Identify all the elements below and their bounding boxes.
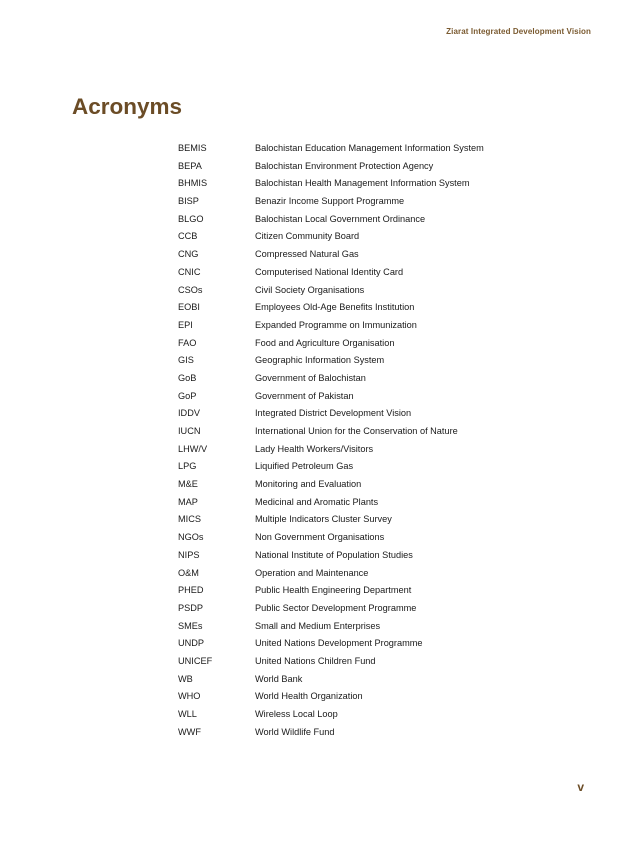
acronym-row bbox=[178, 635, 578, 653]
acronym-definition: Lady Health Workers/Visitors bbox=[255, 443, 374, 454]
acronym-abbreviation: FAO bbox=[178, 337, 197, 348]
acronym-abbreviation: MICS bbox=[178, 514, 201, 525]
acronym-abbreviation: M&E bbox=[178, 479, 198, 490]
acronym-definition: World Bank bbox=[255, 673, 303, 684]
acronym-abbreviation: IUCN bbox=[178, 426, 201, 436]
acronym-row bbox=[178, 388, 578, 406]
acronym-definition: Civil Society Organisations bbox=[255, 284, 365, 295]
acronym-row bbox=[178, 441, 578, 459]
acronym-row bbox=[178, 246, 578, 264]
acronym-definition: Employees Old-Age Benefits Institution bbox=[255, 302, 415, 313]
acronym-row bbox=[178, 335, 578, 353]
acronym-abbreviation: GoB bbox=[178, 372, 197, 383]
acronym-abbreviation: SMEs bbox=[178, 620, 203, 631]
acronym-abbreviation: UNICEF bbox=[178, 655, 213, 666]
acronym-definition: World Health Organization bbox=[255, 691, 363, 702]
acronym-definition: United Nations Development Programme bbox=[255, 638, 423, 649]
acronym-definition: Liquified Petroleum Gas bbox=[255, 461, 354, 472]
acronym-abbreviation: NGOs bbox=[178, 532, 204, 543]
acronym-definition: Non Government Organisations bbox=[255, 532, 385, 543]
acronym-row bbox=[178, 317, 578, 335]
acronym-row bbox=[178, 458, 578, 476]
acronym-definition: Balochistan Local Government Ordinance bbox=[255, 213, 426, 224]
acronym-row bbox=[178, 671, 578, 689]
acronym-row bbox=[178, 706, 578, 724]
acronym-abbreviation: CNIC bbox=[178, 266, 201, 277]
acronym-definition: Operation and Maintenance bbox=[255, 567, 369, 578]
acronym-abbreviation: GoP bbox=[178, 390, 197, 401]
acronym-row bbox=[178, 175, 578, 193]
acronym-row bbox=[178, 688, 578, 706]
acronym-abbreviation: WHO bbox=[178, 691, 201, 702]
acronym-definition: Public Health Engineering Department bbox=[255, 585, 412, 596]
acronym-row bbox=[178, 600, 578, 618]
acronym-definition: Compressed Natural Gas bbox=[255, 249, 359, 260]
acronym-definition: National Institute of Population Studies bbox=[255, 549, 413, 560]
acronym-row bbox=[178, 618, 578, 636]
acronym-abbreviation: PSDP bbox=[178, 602, 204, 613]
acronym-abbreviation: CSOs bbox=[178, 284, 203, 295]
acronym-row bbox=[178, 547, 578, 565]
acronym-abbreviation: EOBI bbox=[178, 302, 200, 313]
page-title: Acronyms bbox=[72, 94, 183, 119]
acronym-abbreviation: CCB bbox=[178, 231, 198, 242]
acronym-row bbox=[178, 494, 578, 512]
acronym-row bbox=[178, 264, 578, 282]
acronym-definition: Government of Balochistan bbox=[255, 372, 366, 383]
acronym-definition: Citizen Community Board bbox=[255, 231, 360, 242]
acronym-definition: United Nations Children Fund bbox=[255, 655, 376, 666]
acronym-row bbox=[178, 476, 578, 494]
acronym-definition: Public Sector Development Programme bbox=[255, 602, 417, 613]
acronym-abbreviation: LPG bbox=[178, 461, 197, 472]
running-header: Ziarat Integrated Development Vision bbox=[446, 27, 591, 36]
acronym-row bbox=[178, 423, 578, 441]
acronym-abbreviation: WWF bbox=[178, 726, 201, 737]
acronym-abbreviation: WB bbox=[178, 673, 193, 684]
acronym-abbreviation: EPI bbox=[178, 319, 193, 330]
acronym-row bbox=[178, 370, 578, 388]
acronym-abbreviation: BEMIS bbox=[178, 143, 207, 153]
acronym-abbreviation: PHED bbox=[178, 585, 204, 596]
acronym-definition: Medicinal and Aromatic Plants bbox=[255, 496, 379, 507]
acronym-definition: World Wildlife Fund bbox=[255, 726, 335, 737]
acronym-row bbox=[178, 140, 578, 158]
acronym-abbreviation: MAP bbox=[178, 496, 198, 507]
acronym-abbreviation: O&M bbox=[178, 567, 199, 578]
acronym-definition: International Union for the Conservation of Nature bbox=[255, 426, 458, 436]
page-number: v bbox=[577, 780, 584, 794]
acronym-definition: Government of Pakistan bbox=[255, 390, 354, 401]
acronym-row bbox=[178, 582, 578, 600]
acronym-abbreviation: NIPS bbox=[178, 549, 200, 560]
acronym-row bbox=[178, 211, 578, 229]
acronym-definition: Monitoring and Evaluation bbox=[255, 479, 362, 490]
acronym-list bbox=[178, 140, 578, 741]
acronym-definition: Balochistan Health Management Information System bbox=[255, 178, 470, 189]
acronym-row bbox=[178, 565, 578, 583]
acronym-abbreviation: UNDP bbox=[178, 638, 205, 649]
acronym-abbreviation: CNG bbox=[178, 249, 199, 260]
acronym-abbreviation: BLGO bbox=[178, 213, 204, 224]
acronym-row bbox=[178, 352, 578, 370]
acronym-row bbox=[178, 228, 578, 246]
acronym-row bbox=[178, 299, 578, 317]
acronym-definition: Balochistan Education Management Information System bbox=[255, 143, 484, 153]
acronym-abbreviation: LHW/V bbox=[178, 443, 208, 454]
acronym-row bbox=[178, 653, 578, 671]
acronym-abbreviation: BISP bbox=[178, 196, 199, 207]
acronym-row bbox=[178, 193, 578, 211]
acronym-row bbox=[178, 158, 578, 176]
acronym-row bbox=[178, 511, 578, 529]
acronym-definition: Food and Agriculture Organisation bbox=[255, 337, 395, 348]
acronym-definition: Computerised National Identity Card bbox=[255, 266, 404, 277]
acronym-abbreviation: GIS bbox=[178, 355, 194, 366]
acronym-definition: Benazir Income Support Programme bbox=[255, 196, 405, 207]
acronym-definition: Geographic Information System bbox=[255, 355, 385, 366]
acronym-abbreviation: WLL bbox=[178, 709, 197, 719]
acronym-definition: Small and Medium Enterprises bbox=[255, 620, 381, 631]
acronym-row bbox=[178, 282, 578, 300]
acronym-row bbox=[178, 724, 578, 742]
acronym-abbreviation: BEPA bbox=[178, 160, 202, 171]
acronym-abbreviation: BHMIS bbox=[178, 178, 208, 189]
acronym-row bbox=[178, 405, 578, 423]
acronym-row bbox=[178, 529, 578, 547]
acronym-definition: Expanded Programme on Immunization bbox=[255, 319, 417, 330]
acronym-definition: Balochistan Environment Protection Agency bbox=[255, 160, 434, 171]
acronym-abbreviation: IDDV bbox=[178, 408, 200, 419]
acronym-definition: Wireless Local Loop bbox=[255, 709, 338, 719]
acronym-definition: Multiple Indicators Cluster Survey bbox=[255, 514, 392, 525]
acronym-definition: Integrated District Development Vision bbox=[255, 408, 412, 419]
